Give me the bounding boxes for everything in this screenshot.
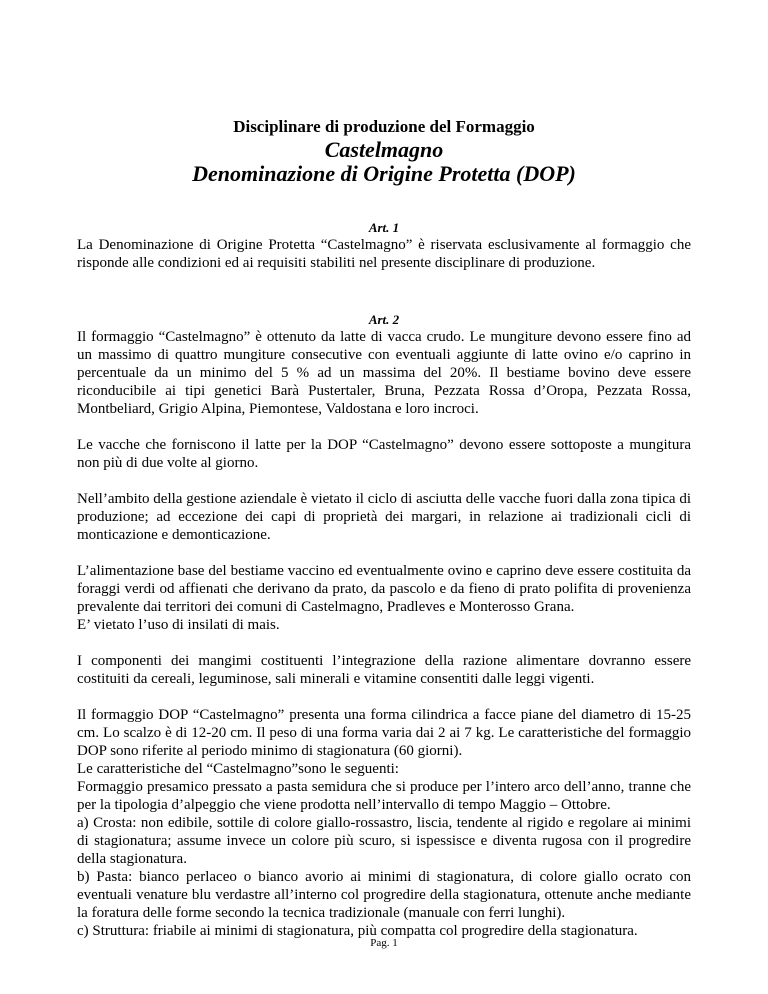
art-2-paragraph-1: Il formaggio “Castelmagno” è ottenuto da latte di vacca crudo. Le mungiture devono essere fino ad un massimo di quattro mungiture consecutive con eventuali aggiunte di latte ovino e/o caprino in percentuale da un minimo del 5 % ad un massima del 20%. Il bestiame bovino deve essere riconducibile ai tipi genetici Barà Pustertaler, Bruna, Pezzata Rossa d’Oropa, Pezzata Rossa, Montbeliard, Grigio Alpina, Piemontese, Valdostana e loro incroci. (77, 329, 691, 417)
art-2-paragraph-4: L’alimentazione base del bestiame vaccino ed eventualmente ovino e caprino deve essere costituita da foraggi verdi od affienati che derivano da prato, da pascolo e da fieno di prato polifita di provenienza prevalente dai territori dei comuni di Castelmagno, Pradleves e Monterosso Grana. (77, 563, 691, 615)
art-2-paragraph-5: I componenti dei mangimi costituenti l’integrazione della razione alimentare dovranno essere costituiti da cereali, leguminose, sali minerali e vitamine consentiti dalle leggi vigenti. (77, 653, 691, 687)
art-1-text: La Denominazione di Origine Protetta “Castelmagno” è riservata esclusivamente al formaggio che risponde alle condizioni ed ai requisiti stabiliti nel presente disciplinare di produzione. (77, 237, 691, 271)
art-2-paragraph-6: Il formaggio DOP “Castelmagno” presenta una forma cilindrica a facce piane del diametro di 15-25 cm. Lo scalzo è di 12-20 cm. Il peso di una forma varia dai 2 ai 7 kg. Le caratteristiche del formaggio DOP sono riferite al periodo minimo di stagionatura (60 giorni). (77, 707, 691, 759)
art-2-item-a: a) Crosta: non edibile, sottile di colore giallo-rossastro, liscia, tendente al rigido e regolare ai minimi di stagionatura; assume invece un colore più scuro, si ispessisce e diventa rugosa con il progredire della stagionatura. (77, 815, 691, 867)
title-line-3: Denominazione di Origine Protetta (DOP) (192, 161, 576, 186)
art-2-paragraph-7: Formaggio presamico pressato a pasta semidura che si produce per l’intero arco dell’anno, tranne che per la tipologia d’alpeggio che viene prodotta nell’intervallo di tempo Maggio – Ottobre. (77, 779, 691, 813)
art-2-paragraph-3: Nell’ambito della gestione aziendale è vietato il ciclo di asciutta delle vacche fuori dalla zona tipica di produzione; ad eccezione dei capi di proprietà dei margari, in relazione ai tradizionali cicli di monticazione e demonticazione. (77, 491, 691, 543)
page-number: Pag. 1 (370, 937, 398, 949)
art-2-paragraph-2: Le vacche che forniscono il latte per la DOP “Castelmagno” devono essere sottoposte a mungitura non più di due volte al giorno. (77, 437, 691, 471)
art-2-paragraph-4b: E’ vietato l’uso di insilati di mais. (77, 617, 280, 633)
title-line-1: Disciplinare di produzione del Formaggio (233, 117, 535, 136)
art-2-heading: Art. 2 (368, 312, 400, 327)
title-line-2: Castelmagno (324, 137, 444, 162)
art-2-paragraph-6b: Le caratteristiche del “Castelmagno”sono le seguenti: (77, 761, 399, 777)
document-header (0, 116, 768, 186)
art-1-heading: Art. 1 (368, 220, 400, 235)
document-body (77, 220, 691, 940)
art-2-item-b: b) Pasta: bianco perlaceo o bianco avorio ai minimi di stagionatura, di colore giallo ocrato con eventuali venature blu verdastre all’interno col progredire della stagionatura, ottenute anche mediante la foratura delle forme secondo la tecnica tradizionale (manuale con ferri lunghi). (77, 869, 691, 921)
art-2-item-c: c) Struttura: friabile ai minimi di stagionatura, più compatta col progredire della stagionatura. (77, 923, 638, 939)
